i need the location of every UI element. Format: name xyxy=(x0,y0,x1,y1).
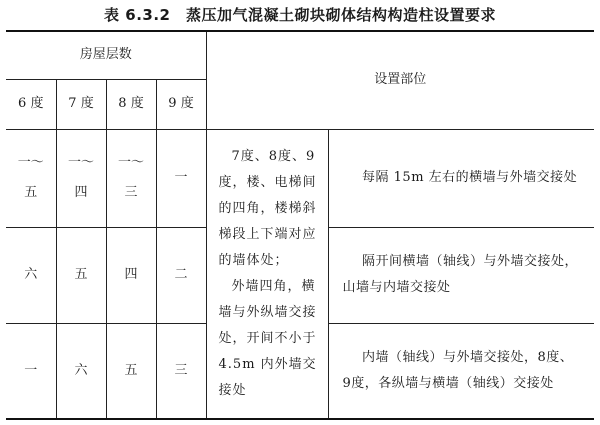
location-cell: 内墙（轴线）与外墙交接处，8度、9度，各纵墙与横墙（轴线）交接处 xyxy=(328,323,594,419)
location-cell: 隔开间横墙（轴线）与外墙交接处，山墙与内墙交接处 xyxy=(328,227,594,323)
floor-cell: 一～ 五 xyxy=(6,129,56,227)
intensity-6-header: 6 度 xyxy=(6,79,56,129)
intensity-8-header: 8 度 xyxy=(106,79,156,129)
floor-cell: 五 xyxy=(56,227,106,323)
floor-cell: 一 xyxy=(156,129,206,227)
floor-cell: 六 xyxy=(6,227,56,323)
floor-cell: 一 xyxy=(6,323,56,419)
structural-column-table xyxy=(6,30,594,420)
floor-cell: 二 xyxy=(156,227,206,323)
floor-cell: 四 xyxy=(106,227,156,323)
location-header: 设置部位 xyxy=(206,31,594,129)
location-cell: 每隔 15m 左右的横墙与外墙交接处 xyxy=(328,129,594,227)
floor-cell: 五 xyxy=(106,323,156,419)
floor-cell: 一～ 三 xyxy=(106,129,156,227)
shared-location-cell xyxy=(206,129,328,419)
floor-cell: 三 xyxy=(156,323,206,419)
floor-cell: 一～ 四 xyxy=(56,129,106,227)
intensity-9-header: 9 度 xyxy=(156,79,206,129)
floor-cell: 六 xyxy=(56,323,106,419)
shared-location-para1: 7度、8度、9度，楼、电梯间的四角，楼梯斜梯段上下端对应的墙体处； xyxy=(218,148,317,268)
table-row xyxy=(6,129,594,227)
table-title: 表 6.3.2 蒸压加气混凝土砌块砌体结构构造柱设置要求 xyxy=(104,6,496,24)
intensity-7-header: 7 度 xyxy=(56,79,106,129)
shared-location-para2: 外墙四角，横墙与外纵墙交接处，开间不小于 4.5m 内外墙交接处 xyxy=(218,278,317,398)
floors-header: 房屋层数 xyxy=(6,31,206,79)
